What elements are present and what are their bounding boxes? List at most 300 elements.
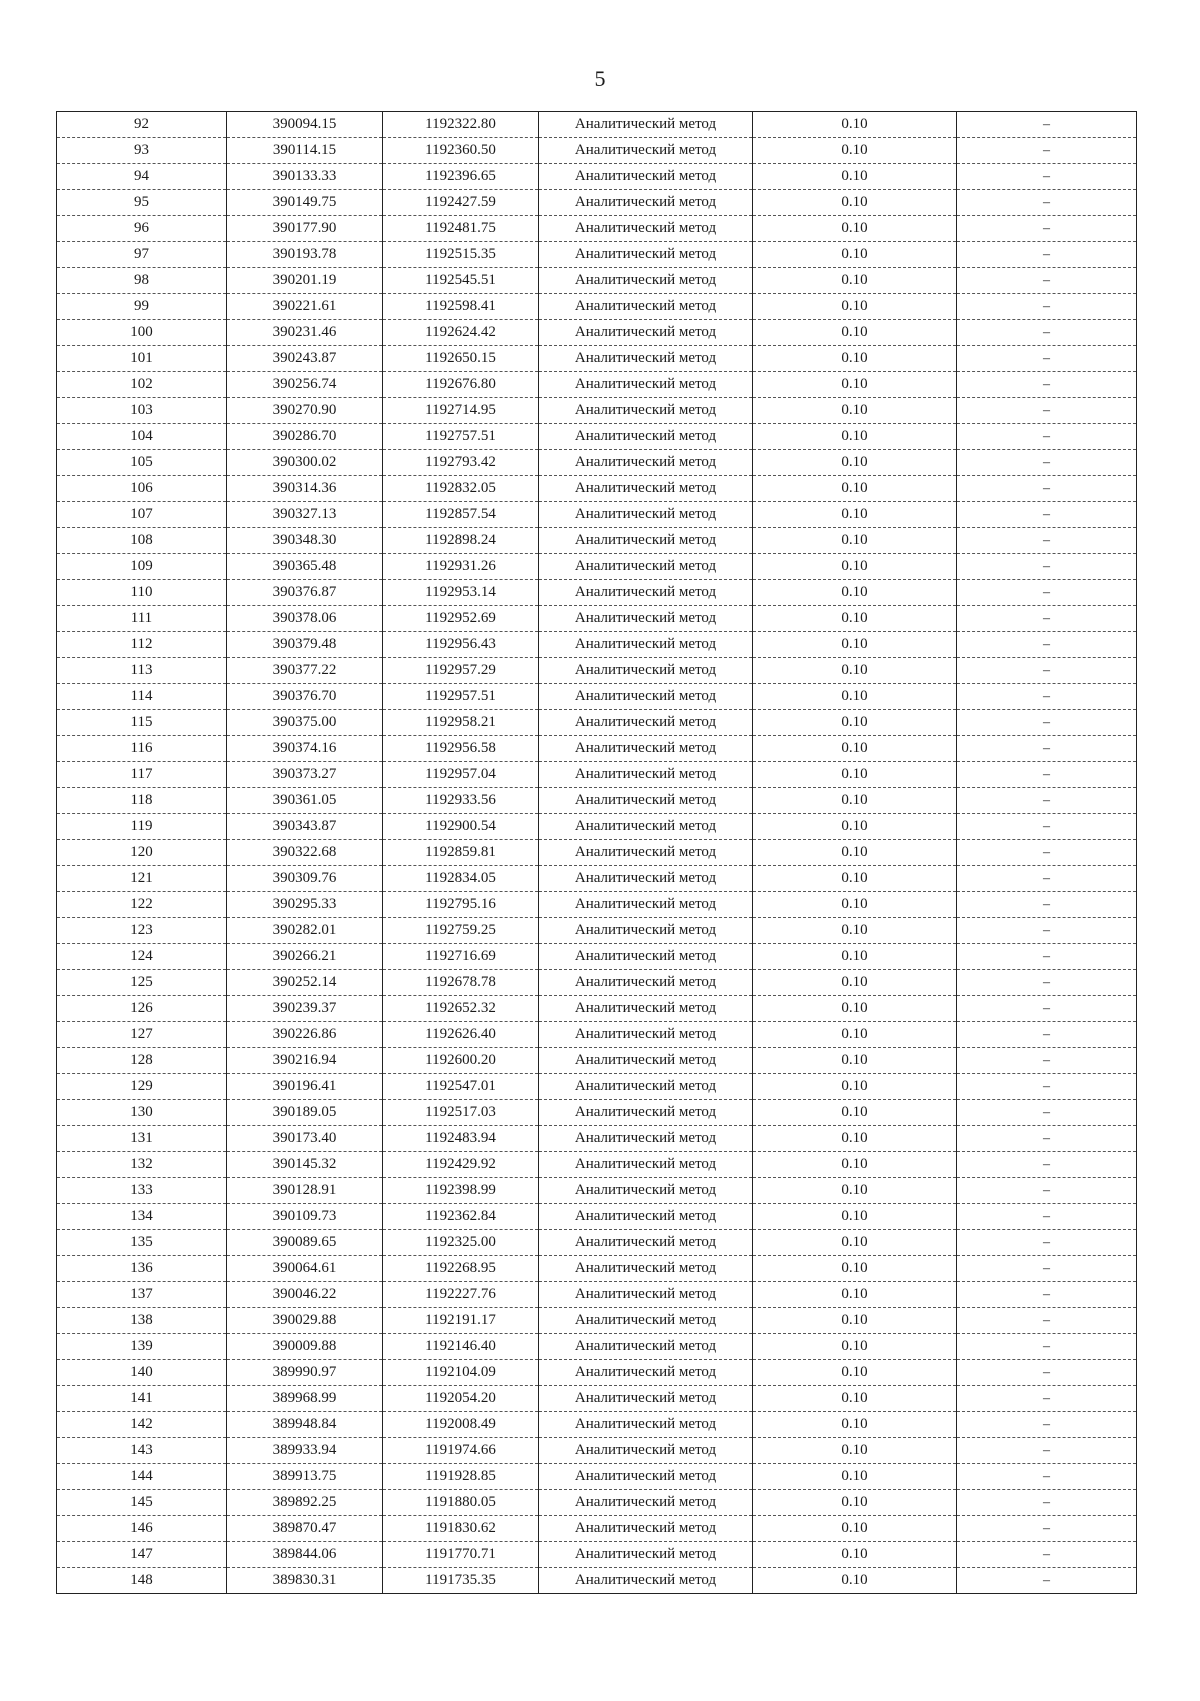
x-coordinate-cell: 390201.19 xyxy=(227,268,383,294)
method-cell: Аналитический метод xyxy=(539,1516,753,1542)
note-cell: – xyxy=(957,684,1137,710)
point-number-cell: 126 xyxy=(57,996,227,1022)
accuracy-cell: 0.10 xyxy=(753,372,957,398)
method-cell: Аналитический метод xyxy=(539,450,753,476)
y-coordinate-cell: 1191770.71 xyxy=(383,1542,539,1568)
table-row xyxy=(57,788,1137,814)
note-cell: – xyxy=(957,112,1137,138)
x-coordinate-cell: 390379.48 xyxy=(227,632,383,658)
point-number-cell: 100 xyxy=(57,320,227,346)
y-coordinate-cell: 1192545.51 xyxy=(383,268,539,294)
method-cell: Аналитический метод xyxy=(539,242,753,268)
x-coordinate-cell: 390300.02 xyxy=(227,450,383,476)
x-coordinate-cell: 390376.87 xyxy=(227,580,383,606)
accuracy-cell: 0.10 xyxy=(753,1100,957,1126)
x-coordinate-cell: 390243.87 xyxy=(227,346,383,372)
point-number-cell: 98 xyxy=(57,268,227,294)
table-row xyxy=(57,1256,1137,1282)
point-number-cell: 119 xyxy=(57,814,227,840)
point-number-cell: 131 xyxy=(57,1126,227,1152)
point-number-cell: 105 xyxy=(57,450,227,476)
y-coordinate-cell: 1192600.20 xyxy=(383,1048,539,1074)
y-coordinate-cell: 1192481.75 xyxy=(383,216,539,242)
y-coordinate-cell: 1192054.20 xyxy=(383,1386,539,1412)
accuracy-cell: 0.10 xyxy=(753,476,957,502)
point-number-cell: 112 xyxy=(57,632,227,658)
x-coordinate-cell: 390282.01 xyxy=(227,918,383,944)
y-coordinate-cell: 1192517.03 xyxy=(383,1100,539,1126)
method-cell: Аналитический метод xyxy=(539,294,753,320)
point-number-cell: 138 xyxy=(57,1308,227,1334)
accuracy-cell: 0.10 xyxy=(753,242,957,268)
table-row xyxy=(57,580,1137,606)
x-coordinate-cell: 390231.46 xyxy=(227,320,383,346)
x-coordinate-cell: 390286.70 xyxy=(227,424,383,450)
method-cell: Аналитический метод xyxy=(539,1126,753,1152)
y-coordinate-cell: 1192759.25 xyxy=(383,918,539,944)
x-coordinate-cell: 390009.88 xyxy=(227,1334,383,1360)
accuracy-cell: 0.10 xyxy=(753,762,957,788)
y-coordinate-cell: 1192146.40 xyxy=(383,1334,539,1360)
method-cell: Аналитический метод xyxy=(539,554,753,580)
note-cell: – xyxy=(957,1048,1137,1074)
accuracy-cell: 0.10 xyxy=(753,710,957,736)
method-cell: Аналитический метод xyxy=(539,892,753,918)
table-row xyxy=(57,346,1137,372)
note-cell: – xyxy=(957,580,1137,606)
point-number-cell: 147 xyxy=(57,1542,227,1568)
point-number-cell: 124 xyxy=(57,944,227,970)
accuracy-cell: 0.10 xyxy=(753,1438,957,1464)
note-cell: – xyxy=(957,1542,1137,1568)
point-number-cell: 111 xyxy=(57,606,227,632)
y-coordinate-cell: 1192652.32 xyxy=(383,996,539,1022)
table-row xyxy=(57,476,1137,502)
note-cell: – xyxy=(957,1022,1137,1048)
accuracy-cell: 0.10 xyxy=(753,918,957,944)
x-coordinate-cell: 390128.91 xyxy=(227,1178,383,1204)
method-cell: Аналитический метод xyxy=(539,1386,753,1412)
note-cell: – xyxy=(957,1282,1137,1308)
y-coordinate-cell: 1191880.05 xyxy=(383,1490,539,1516)
note-cell: – xyxy=(957,1230,1137,1256)
table-row xyxy=(57,632,1137,658)
accuracy-cell: 0.10 xyxy=(753,164,957,190)
table-row xyxy=(57,424,1137,450)
x-coordinate-cell: 390177.90 xyxy=(227,216,383,242)
x-coordinate-cell: 390378.06 xyxy=(227,606,383,632)
method-cell: Аналитический метод xyxy=(539,814,753,840)
x-coordinate-cell: 389933.94 xyxy=(227,1438,383,1464)
note-cell: – xyxy=(957,1126,1137,1152)
method-cell: Аналитический метод xyxy=(539,1568,753,1594)
note-cell: – xyxy=(957,1256,1137,1282)
point-number-cell: 117 xyxy=(57,762,227,788)
note-cell: – xyxy=(957,476,1137,502)
table-row xyxy=(57,814,1137,840)
accuracy-cell: 0.10 xyxy=(753,1230,957,1256)
method-cell: Аналитический метод xyxy=(539,398,753,424)
x-coordinate-cell: 390196.41 xyxy=(227,1074,383,1100)
accuracy-cell: 0.10 xyxy=(753,892,957,918)
y-coordinate-cell: 1192396.65 xyxy=(383,164,539,190)
method-cell: Аналитический метод xyxy=(539,1438,753,1464)
method-cell: Аналитический метод xyxy=(539,1074,753,1100)
x-coordinate-cell: 389870.47 xyxy=(227,1516,383,1542)
accuracy-cell: 0.10 xyxy=(753,996,957,1022)
point-number-cell: 140 xyxy=(57,1360,227,1386)
accuracy-cell: 0.10 xyxy=(753,1360,957,1386)
accuracy-cell: 0.10 xyxy=(753,684,957,710)
point-number-cell: 142 xyxy=(57,1412,227,1438)
x-coordinate-cell: 390133.33 xyxy=(227,164,383,190)
note-cell: – xyxy=(957,996,1137,1022)
table-row xyxy=(57,710,1137,736)
x-coordinate-cell: 390226.86 xyxy=(227,1022,383,1048)
point-number-cell: 132 xyxy=(57,1152,227,1178)
y-coordinate-cell: 1192793.42 xyxy=(383,450,539,476)
table-row xyxy=(57,1100,1137,1126)
point-number-cell: 128 xyxy=(57,1048,227,1074)
x-coordinate-cell: 390094.15 xyxy=(227,112,383,138)
table-row xyxy=(57,606,1137,632)
accuracy-cell: 0.10 xyxy=(753,736,957,762)
table-row xyxy=(57,1308,1137,1334)
note-cell: – xyxy=(957,268,1137,294)
table-row xyxy=(57,1282,1137,1308)
method-cell: Аналитический метод xyxy=(539,476,753,502)
method-cell: Аналитический метод xyxy=(539,216,753,242)
y-coordinate-cell: 1192483.94 xyxy=(383,1126,539,1152)
note-cell: – xyxy=(957,190,1137,216)
y-coordinate-cell: 1192325.00 xyxy=(383,1230,539,1256)
point-number-cell: 143 xyxy=(57,1438,227,1464)
note-cell: – xyxy=(957,1516,1137,1542)
table-row xyxy=(57,866,1137,892)
note-cell: – xyxy=(957,918,1137,944)
accuracy-cell: 0.10 xyxy=(753,606,957,632)
y-coordinate-cell: 1192008.49 xyxy=(383,1412,539,1438)
note-cell: – xyxy=(957,1568,1137,1594)
x-coordinate-cell: 390377.22 xyxy=(227,658,383,684)
accuracy-cell: 0.10 xyxy=(753,424,957,450)
y-coordinate-cell: 1192678.78 xyxy=(383,970,539,996)
note-cell: – xyxy=(957,762,1137,788)
x-coordinate-cell: 389948.84 xyxy=(227,1412,383,1438)
accuracy-cell: 0.10 xyxy=(753,1464,957,1490)
table-row xyxy=(57,138,1137,164)
x-coordinate-cell: 389844.06 xyxy=(227,1542,383,1568)
x-coordinate-cell: 390109.73 xyxy=(227,1204,383,1230)
point-number-cell: 139 xyxy=(57,1334,227,1360)
table-row xyxy=(57,1412,1137,1438)
point-number-cell: 129 xyxy=(57,1074,227,1100)
y-coordinate-cell: 1192898.24 xyxy=(383,528,539,554)
accuracy-cell: 0.10 xyxy=(753,1126,957,1152)
accuracy-cell: 0.10 xyxy=(753,840,957,866)
table-row xyxy=(57,450,1137,476)
accuracy-cell: 0.10 xyxy=(753,658,957,684)
accuracy-cell: 0.10 xyxy=(753,294,957,320)
method-cell: Аналитический метод xyxy=(539,1282,753,1308)
note-cell: – xyxy=(957,866,1137,892)
note-cell: – xyxy=(957,814,1137,840)
accuracy-cell: 0.10 xyxy=(753,814,957,840)
accuracy-cell: 0.10 xyxy=(753,970,957,996)
table-row xyxy=(57,216,1137,242)
note-cell: – xyxy=(957,216,1137,242)
method-cell: Аналитический метод xyxy=(539,918,753,944)
point-number-cell: 94 xyxy=(57,164,227,190)
x-coordinate-cell: 390189.05 xyxy=(227,1100,383,1126)
y-coordinate-cell: 1192227.76 xyxy=(383,1282,539,1308)
y-coordinate-cell: 1192834.05 xyxy=(383,866,539,892)
table-row xyxy=(57,1490,1137,1516)
point-number-cell: 148 xyxy=(57,1568,227,1594)
method-cell: Аналитический метод xyxy=(539,164,753,190)
table-row xyxy=(57,1568,1137,1594)
x-coordinate-cell: 390374.16 xyxy=(227,736,383,762)
y-coordinate-cell: 1192957.04 xyxy=(383,762,539,788)
accuracy-cell: 0.10 xyxy=(753,190,957,216)
y-coordinate-cell: 1192859.81 xyxy=(383,840,539,866)
point-number-cell: 137 xyxy=(57,1282,227,1308)
accuracy-cell: 0.10 xyxy=(753,580,957,606)
x-coordinate-cell: 390046.22 xyxy=(227,1282,383,1308)
point-number-cell: 141 xyxy=(57,1386,227,1412)
x-coordinate-cell: 390149.75 xyxy=(227,190,383,216)
point-number-cell: 127 xyxy=(57,1022,227,1048)
note-cell: – xyxy=(957,1152,1137,1178)
method-cell: Аналитический метод xyxy=(539,1334,753,1360)
method-cell: Аналитический метод xyxy=(539,502,753,528)
accuracy-cell: 0.10 xyxy=(753,944,957,970)
method-cell: Аналитический метод xyxy=(539,346,753,372)
y-coordinate-cell: 1192104.09 xyxy=(383,1360,539,1386)
accuracy-cell: 0.10 xyxy=(753,1022,957,1048)
x-coordinate-cell: 390266.21 xyxy=(227,944,383,970)
table-row xyxy=(57,1048,1137,1074)
x-coordinate-cell: 390029.88 xyxy=(227,1308,383,1334)
accuracy-cell: 0.10 xyxy=(753,528,957,554)
table-row xyxy=(57,736,1137,762)
note-cell: – xyxy=(957,1178,1137,1204)
table-row xyxy=(57,1516,1137,1542)
point-number-cell: 118 xyxy=(57,788,227,814)
y-coordinate-cell: 1192191.17 xyxy=(383,1308,539,1334)
point-number-cell: 108 xyxy=(57,528,227,554)
y-coordinate-cell: 1191974.66 xyxy=(383,1438,539,1464)
y-coordinate-cell: 1192958.21 xyxy=(383,710,539,736)
note-cell: – xyxy=(957,1360,1137,1386)
accuracy-cell: 0.10 xyxy=(753,1204,957,1230)
note-cell: – xyxy=(957,658,1137,684)
note-cell: – xyxy=(957,840,1137,866)
note-cell: – xyxy=(957,606,1137,632)
accuracy-cell: 0.10 xyxy=(753,112,957,138)
coordinates-table xyxy=(56,111,1137,1594)
accuracy-cell: 0.10 xyxy=(753,1256,957,1282)
note-cell: – xyxy=(957,892,1137,918)
x-coordinate-cell: 390309.76 xyxy=(227,866,383,892)
note-cell: – xyxy=(957,944,1137,970)
table-row xyxy=(57,1386,1137,1412)
x-coordinate-cell: 390327.13 xyxy=(227,502,383,528)
method-cell: Аналитический метод xyxy=(539,424,753,450)
method-cell: Аналитический метод xyxy=(539,1100,753,1126)
page-number: 5 xyxy=(594,66,606,91)
y-coordinate-cell: 1192931.26 xyxy=(383,554,539,580)
note-cell: – xyxy=(957,788,1137,814)
method-cell: Аналитический метод xyxy=(539,710,753,736)
method-cell: Аналитический метод xyxy=(539,1360,753,1386)
point-number-cell: 130 xyxy=(57,1100,227,1126)
table-row xyxy=(57,164,1137,190)
table-row xyxy=(57,762,1137,788)
note-cell: – xyxy=(957,710,1137,736)
x-coordinate-cell: 390239.37 xyxy=(227,996,383,1022)
point-number-cell: 109 xyxy=(57,554,227,580)
y-coordinate-cell: 1192795.16 xyxy=(383,892,539,918)
x-coordinate-cell: 390173.40 xyxy=(227,1126,383,1152)
note-cell: – xyxy=(957,1386,1137,1412)
point-number-cell: 146 xyxy=(57,1516,227,1542)
point-number-cell: 107 xyxy=(57,502,227,528)
note-cell: – xyxy=(957,528,1137,554)
accuracy-cell: 0.10 xyxy=(753,1542,957,1568)
note-cell: – xyxy=(957,164,1137,190)
x-coordinate-cell: 390348.30 xyxy=(227,528,383,554)
note-cell: – xyxy=(957,632,1137,658)
table-row xyxy=(57,398,1137,424)
method-cell: Аналитический метод xyxy=(539,866,753,892)
method-cell: Аналитический метод xyxy=(539,138,753,164)
point-number-cell: 134 xyxy=(57,1204,227,1230)
x-coordinate-cell: 389913.75 xyxy=(227,1464,383,1490)
y-coordinate-cell: 1192757.51 xyxy=(383,424,539,450)
point-number-cell: 144 xyxy=(57,1464,227,1490)
y-coordinate-cell: 1192957.51 xyxy=(383,684,539,710)
x-coordinate-cell: 390064.61 xyxy=(227,1256,383,1282)
table-row xyxy=(57,1126,1137,1152)
accuracy-cell: 0.10 xyxy=(753,398,957,424)
table-row xyxy=(57,970,1137,996)
x-coordinate-cell: 390221.61 xyxy=(227,294,383,320)
accuracy-cell: 0.10 xyxy=(753,320,957,346)
table-row xyxy=(57,840,1137,866)
table-row xyxy=(57,684,1137,710)
method-cell: Аналитический метод xyxy=(539,1048,753,1074)
y-coordinate-cell: 1191830.62 xyxy=(383,1516,539,1542)
point-number-cell: 102 xyxy=(57,372,227,398)
x-coordinate-cell: 390145.32 xyxy=(227,1152,383,1178)
method-cell: Аналитический метод xyxy=(539,190,753,216)
note-cell: – xyxy=(957,424,1137,450)
note-cell: – xyxy=(957,736,1137,762)
method-cell: Аналитический метод xyxy=(539,1412,753,1438)
table-row xyxy=(57,242,1137,268)
method-cell: Аналитический метод xyxy=(539,684,753,710)
point-number-cell: 120 xyxy=(57,840,227,866)
method-cell: Аналитический метод xyxy=(539,606,753,632)
y-coordinate-cell: 1192957.29 xyxy=(383,658,539,684)
table-row xyxy=(57,892,1137,918)
accuracy-cell: 0.10 xyxy=(753,1334,957,1360)
note-cell: – xyxy=(957,1464,1137,1490)
point-number-cell: 125 xyxy=(57,970,227,996)
note-cell: – xyxy=(957,1100,1137,1126)
y-coordinate-cell: 1192547.01 xyxy=(383,1074,539,1100)
point-number-cell: 121 xyxy=(57,866,227,892)
y-coordinate-cell: 1192398.99 xyxy=(383,1178,539,1204)
table-row xyxy=(57,1022,1137,1048)
table-row xyxy=(57,1204,1137,1230)
y-coordinate-cell: 1192676.80 xyxy=(383,372,539,398)
x-coordinate-cell: 390373.27 xyxy=(227,762,383,788)
accuracy-cell: 0.10 xyxy=(753,268,957,294)
table-row xyxy=(57,1230,1137,1256)
y-coordinate-cell: 1191735.35 xyxy=(383,1568,539,1594)
x-coordinate-cell: 390361.05 xyxy=(227,788,383,814)
x-coordinate-cell: 390252.14 xyxy=(227,970,383,996)
y-coordinate-cell: 1192626.40 xyxy=(383,1022,539,1048)
y-coordinate-cell: 1192427.59 xyxy=(383,190,539,216)
x-coordinate-cell: 390365.48 xyxy=(227,554,383,580)
point-number-cell: 92 xyxy=(57,112,227,138)
method-cell: Аналитический метод xyxy=(539,944,753,970)
method-cell: Аналитический метод xyxy=(539,1022,753,1048)
accuracy-cell: 0.10 xyxy=(753,1282,957,1308)
x-coordinate-cell: 390314.36 xyxy=(227,476,383,502)
point-number-cell: 97 xyxy=(57,242,227,268)
accuracy-cell: 0.10 xyxy=(753,1386,957,1412)
accuracy-cell: 0.10 xyxy=(753,1568,957,1594)
table-row xyxy=(57,1178,1137,1204)
method-cell: Аналитический метод xyxy=(539,1308,753,1334)
point-number-cell: 99 xyxy=(57,294,227,320)
note-cell: – xyxy=(957,294,1137,320)
method-cell: Аналитический метод xyxy=(539,762,753,788)
y-coordinate-cell: 1192515.35 xyxy=(383,242,539,268)
point-number-cell: 136 xyxy=(57,1256,227,1282)
point-number-cell: 110 xyxy=(57,580,227,606)
table-row xyxy=(57,658,1137,684)
accuracy-cell: 0.10 xyxy=(753,502,957,528)
table-row xyxy=(57,996,1137,1022)
method-cell: Аналитический метод xyxy=(539,372,753,398)
x-coordinate-cell: 390376.70 xyxy=(227,684,383,710)
y-coordinate-cell: 1192952.69 xyxy=(383,606,539,632)
point-number-cell: 115 xyxy=(57,710,227,736)
point-number-cell: 96 xyxy=(57,216,227,242)
y-coordinate-cell: 1192953.14 xyxy=(383,580,539,606)
table-row xyxy=(57,918,1137,944)
method-cell: Аналитический метод xyxy=(539,528,753,554)
point-number-cell: 106 xyxy=(57,476,227,502)
point-number-cell: 122 xyxy=(57,892,227,918)
method-cell: Аналитический метод xyxy=(539,1542,753,1568)
method-cell: Аналитический метод xyxy=(539,1230,753,1256)
y-coordinate-cell: 1192268.95 xyxy=(383,1256,539,1282)
note-cell: – xyxy=(957,346,1137,372)
x-coordinate-cell: 390343.87 xyxy=(227,814,383,840)
y-coordinate-cell: 1192956.58 xyxy=(383,736,539,762)
note-cell: – xyxy=(957,1074,1137,1100)
x-coordinate-cell: 390322.68 xyxy=(227,840,383,866)
y-coordinate-cell: 1192956.43 xyxy=(383,632,539,658)
method-cell: Аналитический метод xyxy=(539,580,753,606)
x-coordinate-cell: 389830.31 xyxy=(227,1568,383,1594)
